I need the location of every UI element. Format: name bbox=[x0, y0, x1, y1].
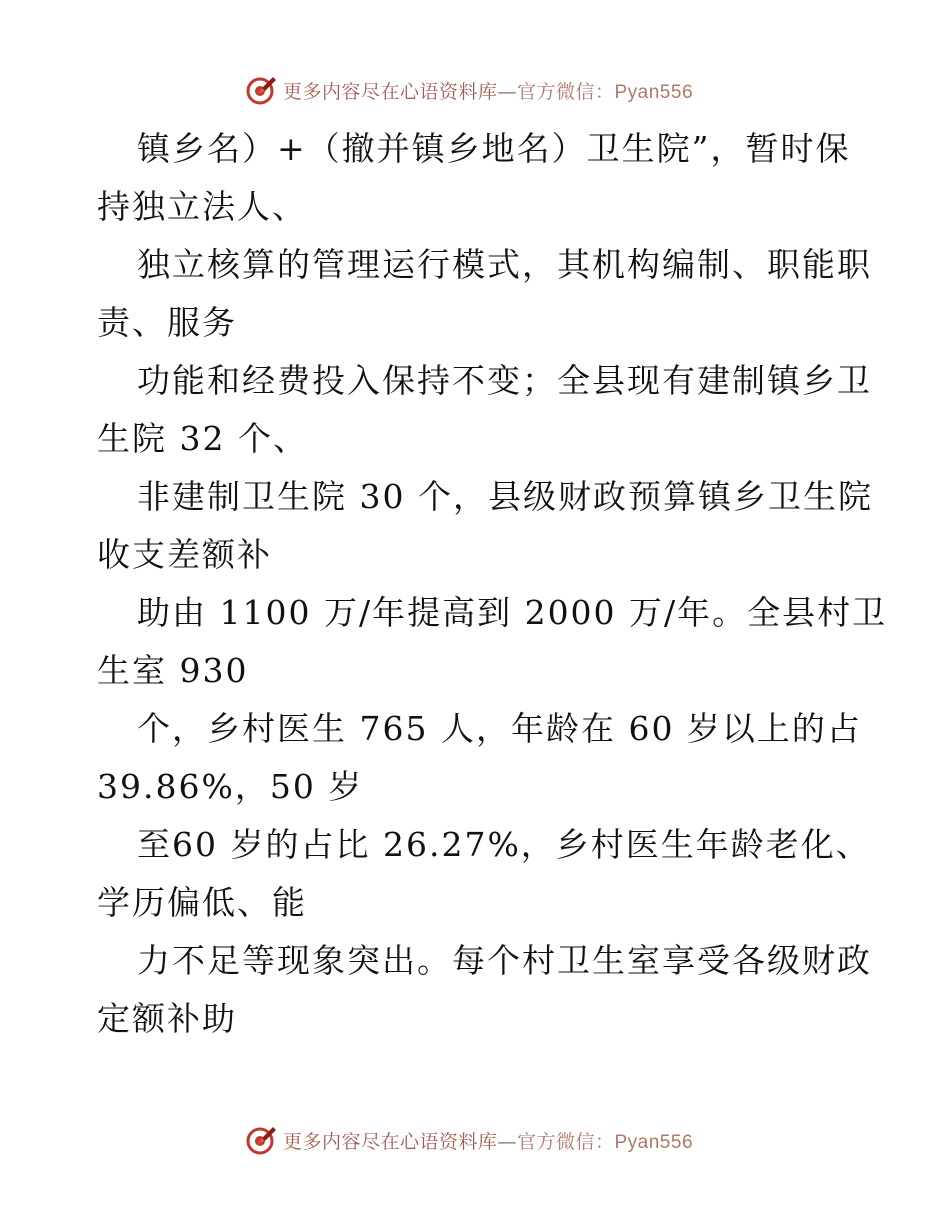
footer-slogan-text: 更多内容尽在心语资料库 bbox=[282, 1130, 498, 1153]
footer-wechat: 官方微信：Pyan556 bbox=[517, 1131, 694, 1153]
body-line: 定额补助 bbox=[97, 999, 237, 1038]
header-separator: — bbox=[497, 80, 517, 103]
body-line: 39.86%，50 岁 bbox=[97, 767, 364, 806]
body-line: 镇乡名）+（撤并镇乡地名）卫生院”，暂时保 bbox=[137, 129, 851, 168]
body-line: 至60 岁的占比 26.27%，乡村医生年龄老化、 bbox=[137, 825, 871, 864]
body-line: 独立核算的管理运行模式，其机构编制、职能职 bbox=[137, 245, 872, 284]
body-line: 生院 32 个、 bbox=[97, 419, 308, 458]
body-line: 功能和经费投入保持不变；全县现有建制镇乡卫 bbox=[137, 361, 872, 400]
body-line: 学历偏低、能 bbox=[97, 883, 307, 922]
body-line: 力不足等现象突出。每个村卫生室享受各级财政 bbox=[137, 941, 872, 980]
header-banner bbox=[0, 70, 950, 110]
pen-circle-logo-icon bbox=[245, 1124, 277, 1156]
body-line: 非建制卫生院 30 个，县级财政预算镇乡卫生院 bbox=[137, 477, 873, 516]
header-wechat: 官方微信：Pyan556 bbox=[517, 81, 694, 103]
header-slogan-text: 更多内容尽在心语资料库 bbox=[282, 80, 498, 103]
body-line: 持独立法人、 bbox=[97, 187, 307, 226]
header-banner-inner bbox=[245, 74, 693, 106]
footer-slogan bbox=[283, 1127, 693, 1154]
body-line: 个，乡村医生 765 人，年龄在 60 岁以上的占 bbox=[137, 709, 862, 748]
body-line: 助由 1100 万/年提高到 2000 万/年。全县村卫 bbox=[137, 593, 888, 632]
footer-separator: — bbox=[497, 1130, 517, 1153]
footer-banner bbox=[0, 1120, 950, 1160]
footer-banner-inner bbox=[245, 1124, 693, 1156]
body-line: 收支差额补 bbox=[97, 535, 272, 574]
pen-circle-logo-icon bbox=[245, 74, 277, 106]
body-line: 责、服务 bbox=[97, 303, 237, 342]
body-line: 生室 930 bbox=[97, 651, 249, 690]
header-slogan bbox=[283, 77, 693, 104]
document-body bbox=[97, 120, 888, 1048]
